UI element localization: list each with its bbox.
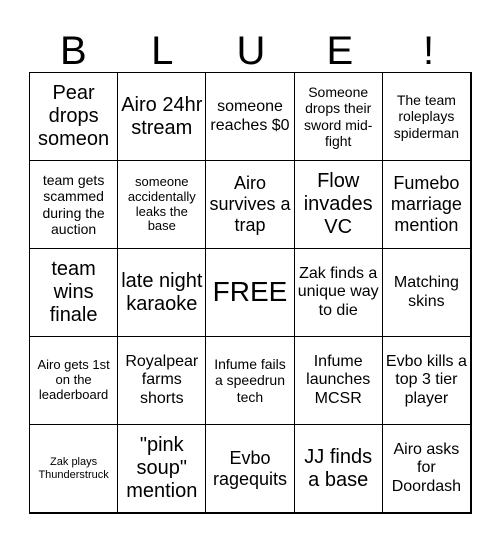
cell-text: Evbo ragequits (212, 447, 288, 489)
cell-text: Pear drops someon (38, 82, 110, 150)
cell-text: someone reaches $0 (210, 98, 290, 134)
bingo-cell[interactable] (205, 160, 294, 249)
header-letter-b: B (60, 29, 87, 73)
bingo-cell[interactable] (205, 336, 294, 425)
bingo-cell[interactable] (205, 72, 294, 161)
cell-text: Flow invades VC (303, 170, 373, 238)
bingo-cell[interactable] (117, 160, 206, 249)
bingo-cell[interactable] (382, 248, 471, 337)
header-letter-e: E (326, 29, 354, 73)
bingo-board (29, 72, 472, 514)
bingo-cell[interactable] (29, 424, 118, 513)
cell-text: "pink soup" mention (126, 434, 198, 502)
bingo-cell[interactable] (117, 336, 206, 425)
bingo-cell[interactable] (117, 248, 206, 337)
cell-text: Airo gets 1st on the leaderboard (37, 357, 110, 402)
bingo-header (29, 26, 473, 76)
cell-text: someone accidentally leaks the base (127, 173, 196, 234)
cell-text: Matching skins (393, 274, 459, 310)
bingo-cell[interactable] (294, 248, 383, 337)
header-letter-u: U (236, 29, 266, 73)
cell-text: Infume fails a speedrun tech (214, 356, 286, 405)
cell-text: Zak finds a unique way to die (297, 264, 379, 319)
bingo-cell[interactable] (294, 160, 383, 249)
bingo-cell[interactable] (382, 160, 471, 249)
bingo-cell[interactable] (29, 72, 118, 161)
cell-text: Airo asks for Doordash (391, 440, 462, 495)
header-letter-exclamation: ! (423, 29, 435, 73)
cell-text: late night karaoke (121, 269, 203, 315)
cell-text: Airo survives a trap (209, 173, 291, 235)
bingo-cell[interactable] (29, 160, 118, 249)
header-letter-l: L (151, 29, 174, 73)
cell-text: The team roleplays spiderman (393, 92, 460, 141)
bingo-cell[interactable] (294, 336, 383, 425)
cell-text: Evbo kills a top 3 tier player (385, 352, 467, 407)
bingo-cell[interactable] (382, 336, 471, 425)
cell-text: team gets scammed during the auction (42, 172, 105, 237)
bingo-cell[interactable] (382, 424, 471, 513)
cell-text: team wins finale (49, 258, 98, 326)
free-space-cell[interactable] (205, 248, 294, 337)
cell-text: Airo 24hr stream (121, 93, 203, 139)
bingo-cell[interactable] (205, 424, 294, 513)
bingo-cell[interactable] (29, 248, 118, 337)
cell-text: Infume launches MCSR (306, 352, 371, 407)
bingo-cell[interactable] (29, 336, 118, 425)
bingo-cell[interactable] (117, 72, 206, 161)
bingo-cell[interactable] (117, 424, 206, 513)
free-space-label: FREE (212, 276, 288, 308)
cell-text: Zak plays Thunderstruck (38, 455, 109, 481)
cell-text: JJ finds a base (304, 445, 373, 491)
cell-text: Fumebo marriage mention (390, 173, 462, 235)
cell-text: Royalpear farms shorts (125, 352, 199, 407)
bingo-cell[interactable] (382, 72, 471, 161)
bingo-cell[interactable] (294, 72, 383, 161)
bingo-cell[interactable] (294, 424, 383, 513)
cell-text: Someone drops their sword mid-fight (303, 84, 373, 149)
